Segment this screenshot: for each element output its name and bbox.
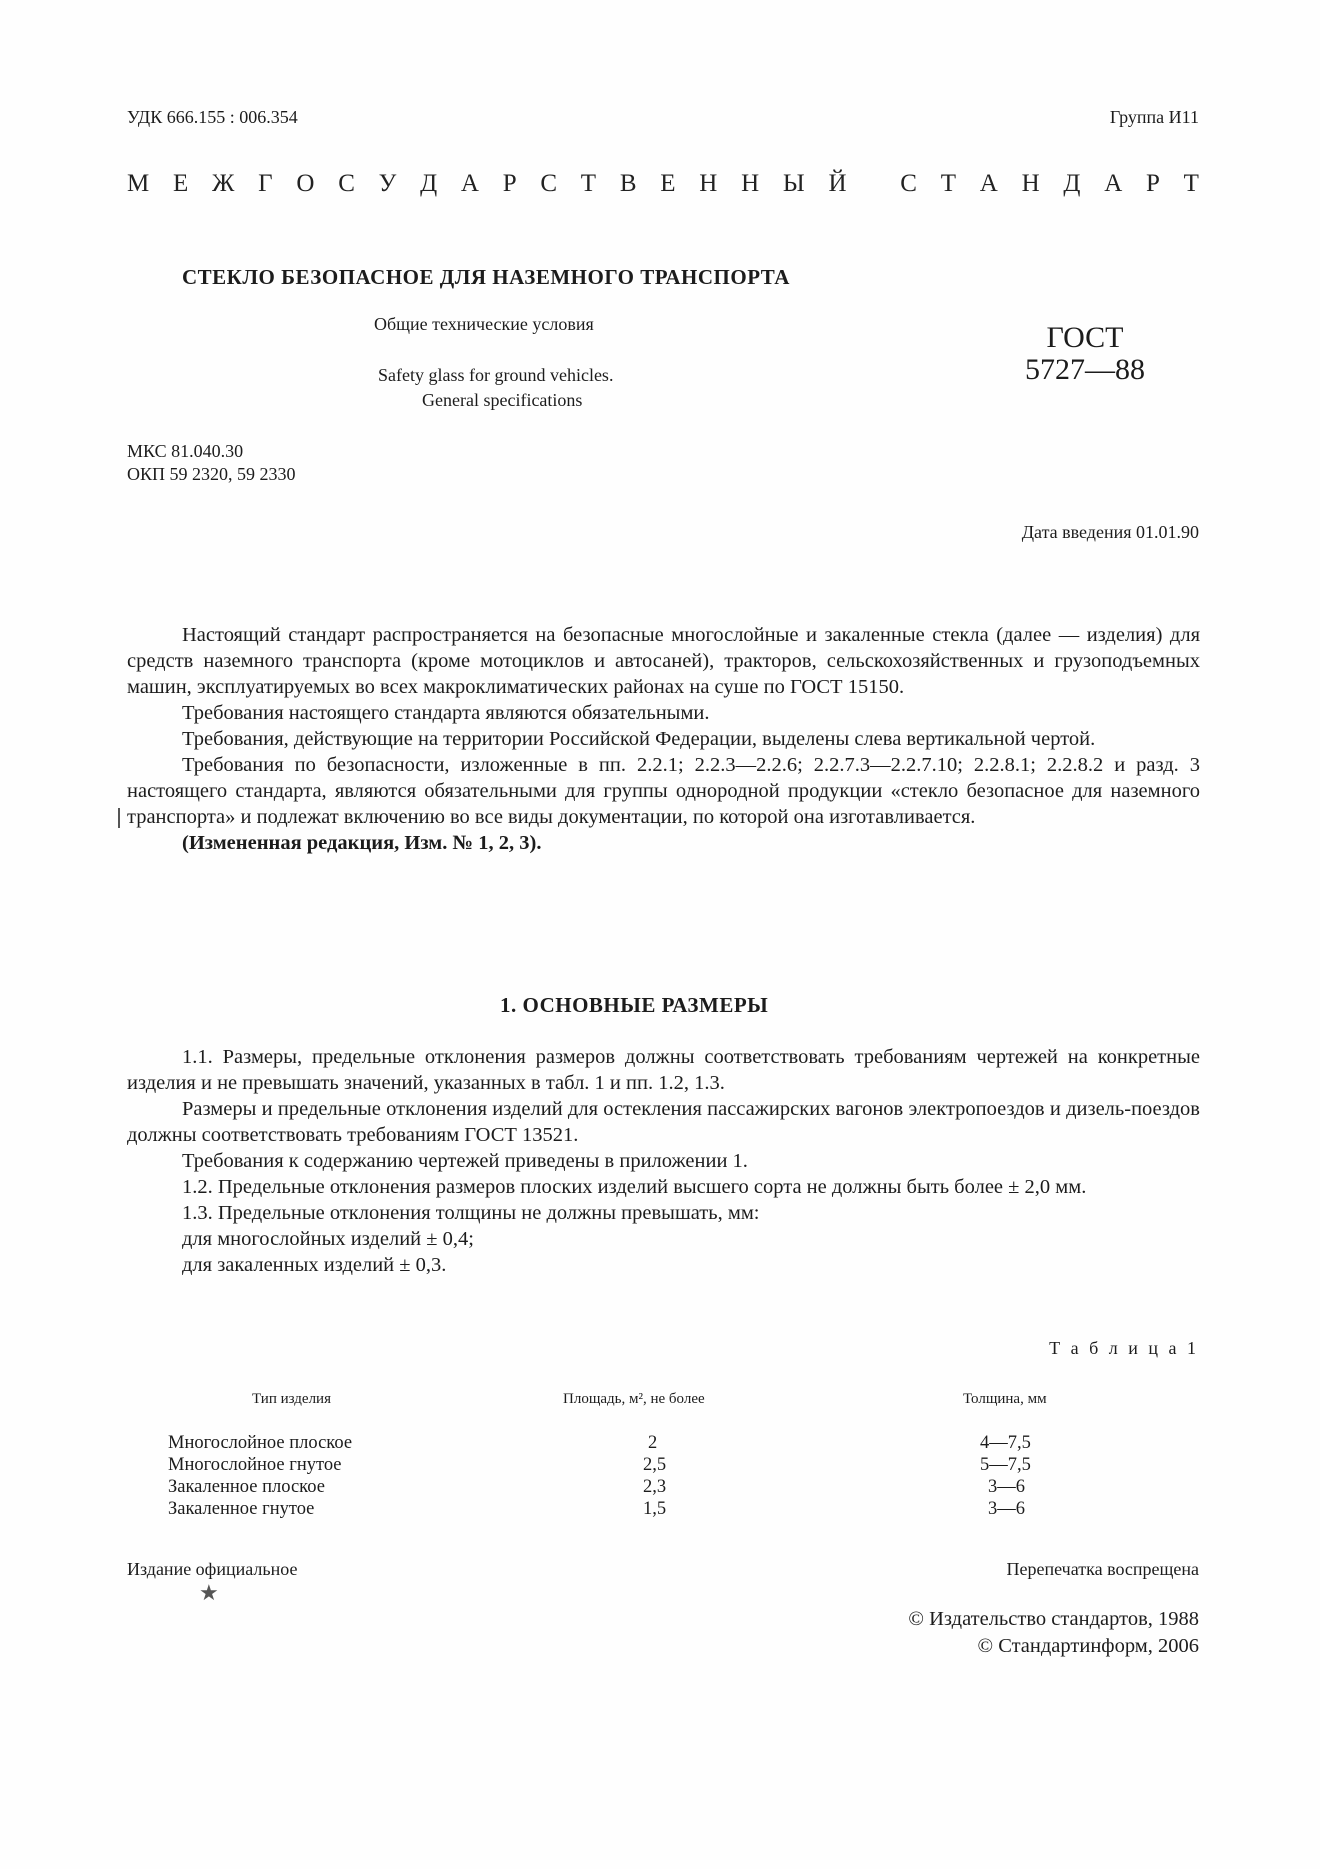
- standard-title-letter: Н: [699, 170, 718, 197]
- section-paragraph: для многослойных изделий ± 0,4;: [182, 1228, 474, 1250]
- table-cell-thickness: 5—7,5: [980, 1455, 1031, 1475]
- standard-title-letter: А: [979, 170, 998, 197]
- gost-number: 5727—88: [1025, 352, 1145, 386]
- section-paragraph: 1.3. Предельные отклонения толщины не должны превышать, мм:: [182, 1202, 760, 1224]
- udk-code: УДК 666.155 : 006.354: [127, 107, 298, 127]
- standard-title-letter: А: [1104, 170, 1123, 197]
- standard-title-letter: Д: [1063, 170, 1081, 197]
- gost-block: [1010, 322, 1160, 385]
- table-cell-area: 2,3: [643, 1477, 667, 1497]
- standard-title-letter: С: [540, 170, 558, 197]
- standard-title-letter: А: [460, 170, 479, 197]
- section-paragraph: Требования к содержанию чертежей приведены в приложении 1.: [182, 1150, 748, 1172]
- standard-title-letter: Р: [502, 170, 517, 197]
- standard-title-letter: Т: [1183, 170, 1199, 197]
- table-cell-type: Закаленное гнутое: [168, 1499, 315, 1519]
- standard-title-letter: Е: [660, 170, 676, 197]
- section-paragraph: 1.1. Размеры, предельные отклонения размеров должны соответствовать требованиям чертежей на конкретные изделия и не превышать значений, указанных в табл. 1 и пп. 1.2, 1.3.: [127, 1046, 1200, 1094]
- standard-title-letter: В: [619, 170, 637, 197]
- table-cell-thickness: 3—6: [988, 1477, 1025, 1497]
- standard-title-letter: С: [900, 170, 917, 197]
- table-cell-type: Многослойное плоское: [168, 1433, 353, 1453]
- standard-title-letter: У: [378, 170, 397, 197]
- table-cell-area: 2: [648, 1433, 658, 1453]
- table-cell-thickness: 4—7,5: [980, 1433, 1031, 1453]
- margin-bar: [118, 808, 120, 828]
- gost-label: ГОСТ: [1046, 321, 1124, 354]
- table-caption: Т а б л и ц а 1: [1049, 1338, 1199, 1358]
- copyright-line: © Издательство стандартов, 1988: [908, 1608, 1199, 1630]
- intro-text: [127, 622, 1200, 856]
- standard-title-letter: О: [296, 170, 315, 197]
- intro-paragraph: Требования, действующие на территории Российской Федерации, выделены слева вертикальной чертой.: [182, 728, 1096, 750]
- group-code: Группа И11: [1109, 107, 1199, 127]
- table-header-thickness: Толщина, мм: [963, 1391, 1047, 1407]
- section-paragraph: 1.2. Предельные отклонения размеров плоских изделий высшего сорта не должны быть более ± 2,0 мм.: [182, 1176, 1087, 1198]
- standard-title-letter: Г: [258, 170, 273, 197]
- amendment-note: (Измененная редакция, Изм. № 1, 2, 3).: [182, 832, 542, 854]
- standard-title-letter: [870, 170, 876, 198]
- section-paragraph: Размеры и предельные отклонения изделий для остекления пассажирских вагонов электропоездов и дизель-поездов должны соответствовать требованиям ГОСТ 13521.: [127, 1098, 1200, 1146]
- standard-title-letter: С: [338, 170, 355, 197]
- standard-title-letter: Ы: [782, 170, 805, 197]
- intro-paragraph: Требования по безопасности, изложенные в пп. 2.2.1; 2.2.3—2.2.6; 2.2.7.3—2.2.7.10; 2.2.8.1; 2.2.8.2 и разд. 3 настоящего стандарта, являются обязательными для группы однородной продукции «стекло безопасное для наземного транспорта» и подлежат включению во все виды документации, по которой она изготавливается.: [127, 754, 1200, 828]
- standard-title-letter: Т: [940, 170, 957, 197]
- standard-title-letter: Т: [580, 170, 597, 197]
- standard-title-letter: Д: [420, 170, 438, 197]
- section1-text: [127, 1044, 1200, 1278]
- table-cell-area: 1,5: [643, 1499, 667, 1519]
- okp-code: ОКП 59 2320, 59 2330: [127, 464, 296, 484]
- table-header-area: Площадь, м², не более: [563, 1391, 705, 1407]
- table-cell-type: Многослойное гнутое: [168, 1455, 342, 1475]
- section-heading: 1. ОСНОВНЫЕ РАЗМЕРЫ: [500, 993, 769, 1017]
- standard-title-letter: Ж: [212, 170, 235, 197]
- table-cell-type: Закаленное плоское: [168, 1477, 325, 1497]
- standard-title-letter: Н: [1021, 170, 1040, 197]
- standard-title-letter: М: [127, 170, 150, 197]
- standard-title-letter: Н: [741, 170, 760, 197]
- section-paragraph: для закаленных изделий ± 0,3.: [182, 1254, 447, 1276]
- table-cell-area: 2,5: [643, 1455, 667, 1475]
- intro-paragraph: Требования настоящего стандарта являются обязательными.: [182, 702, 710, 724]
- english-title-line1: Safety glass for ground vehicles.: [378, 365, 614, 385]
- intro-paragraph: Настоящий стандарт распространяется на безопасные многослойные и закаленные стекла (далее — изделия) для средств наземного транспорта (кроме мотоциклов и автосаней), тракторов, сельскохозяйственных и грузоподъемных машин, эксплуатируемых во всех макроклиматических районах на суше по ГОСТ 15150.: [127, 624, 1200, 698]
- official-edition: Издание официальное: [127, 1559, 298, 1579]
- standard-title-letter: Е: [172, 170, 189, 197]
- copyright-line: © Стандартинформ, 2006: [977, 1635, 1199, 1657]
- standard-title-letter: Й: [828, 170, 847, 197]
- effective-date: Дата введения 01.01.90: [1021, 522, 1199, 542]
- table-header-type: Тип изделия: [252, 1391, 331, 1407]
- mks-code: МКС 81.040.30: [127, 441, 244, 461]
- standard-title-letter: Р: [1146, 170, 1160, 197]
- document-subtitle: Общие технические условия: [374, 314, 594, 334]
- reprint-prohibited: Перепечатка воспрещена: [1006, 1559, 1199, 1579]
- star-icon: ★: [199, 1580, 219, 1605]
- document-title: СТЕКЛО БЕЗОПАСНОЕ ДЛЯ НАЗЕМНОГО ТРАНСПОРТА: [182, 265, 790, 289]
- english-title-line2: General specifications: [422, 390, 583, 410]
- interstate-standard-title: [127, 170, 1199, 198]
- table-cell-thickness: 3—6: [988, 1499, 1025, 1519]
